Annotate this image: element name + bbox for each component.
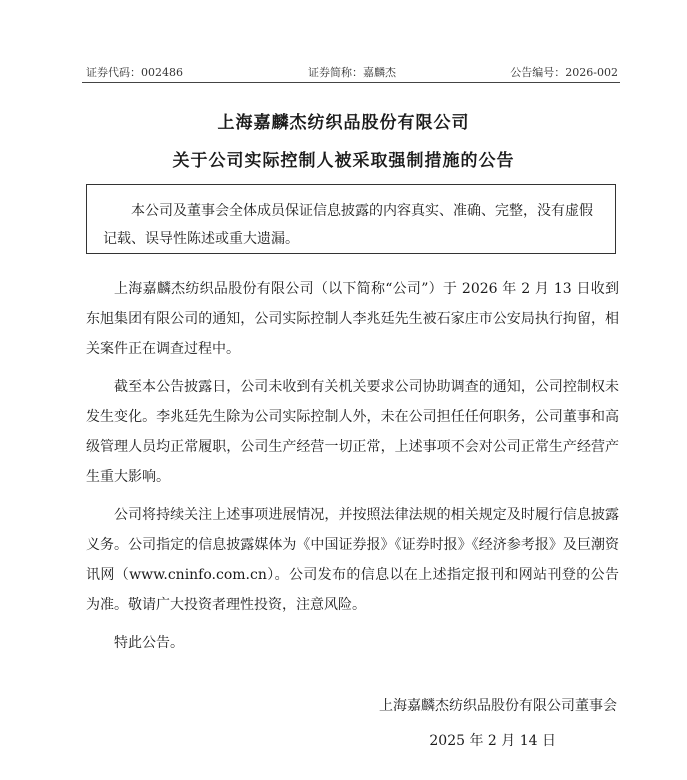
paragraph-disclosure: 公司将持续关注上述事项进展情况，并按照法律法规的相关规定及时履行信息披露义务。公司指定的信息披露媒体为《中国证券报》《证券时报》《经济参考报》及巨潮资讯网（www.cninfo.com.cn）。公司发布的信息以在上述指定报刊和网站刊登的公告为准。敬请广大投资者理性投资，注意风险。 bbox=[86, 507, 619, 613]
stock-code: 证券代码：002486 bbox=[86, 66, 183, 79]
stock-abbreviation: 证券简称：嘉麟杰 bbox=[308, 66, 396, 79]
paragraph-closing: 特此公告。 bbox=[114, 635, 184, 651]
announcement-number: 公告编号：2026-002 bbox=[510, 66, 618, 79]
disclaimer-text: 本公司及董事会全体成员保证信息披露的内容真实、准确、完整，没有虚假记载、误导性陈述或重大遗漏。 bbox=[103, 203, 593, 247]
disclaimer-box bbox=[86, 184, 616, 254]
announcement-title: 关于公司实际控制人被采取强制措施的公告 bbox=[172, 151, 515, 171]
company-title: 上海嘉麟杰纺织品股份有限公司 bbox=[217, 113, 470, 133]
announcement-body bbox=[86, 274, 619, 658]
signature: 上海嘉麟杰纺织品股份有限公司董事会 bbox=[379, 698, 617, 714]
document-header bbox=[86, 64, 618, 82]
announcement-date: 2025 年 2 月 14 日 bbox=[429, 733, 556, 749]
header-divider bbox=[82, 82, 620, 83]
paragraph-control-status: 截至本公告披露日，公司未收到有关机关要求公司协助调查的通知，公司控制权未发生变化。李兆廷先生除为公司实际控制人外，未在公司担任任何职务，公司董事和高级管理人员均正常履职，公司生产经营一切正常，上述事项不会对公司正常生产经营产生重大影响。 bbox=[86, 379, 619, 485]
paragraph-detention: 上海嘉麟杰纺织品股份有限公司（以下简称“公司”）于 2026 年 2 月 13 日收到东旭集团有限公司的通知，公司实际控制人李兆廷先生被石家庄市公安局执行拘留，相关案件正在调查过程中。 bbox=[86, 281, 619, 357]
